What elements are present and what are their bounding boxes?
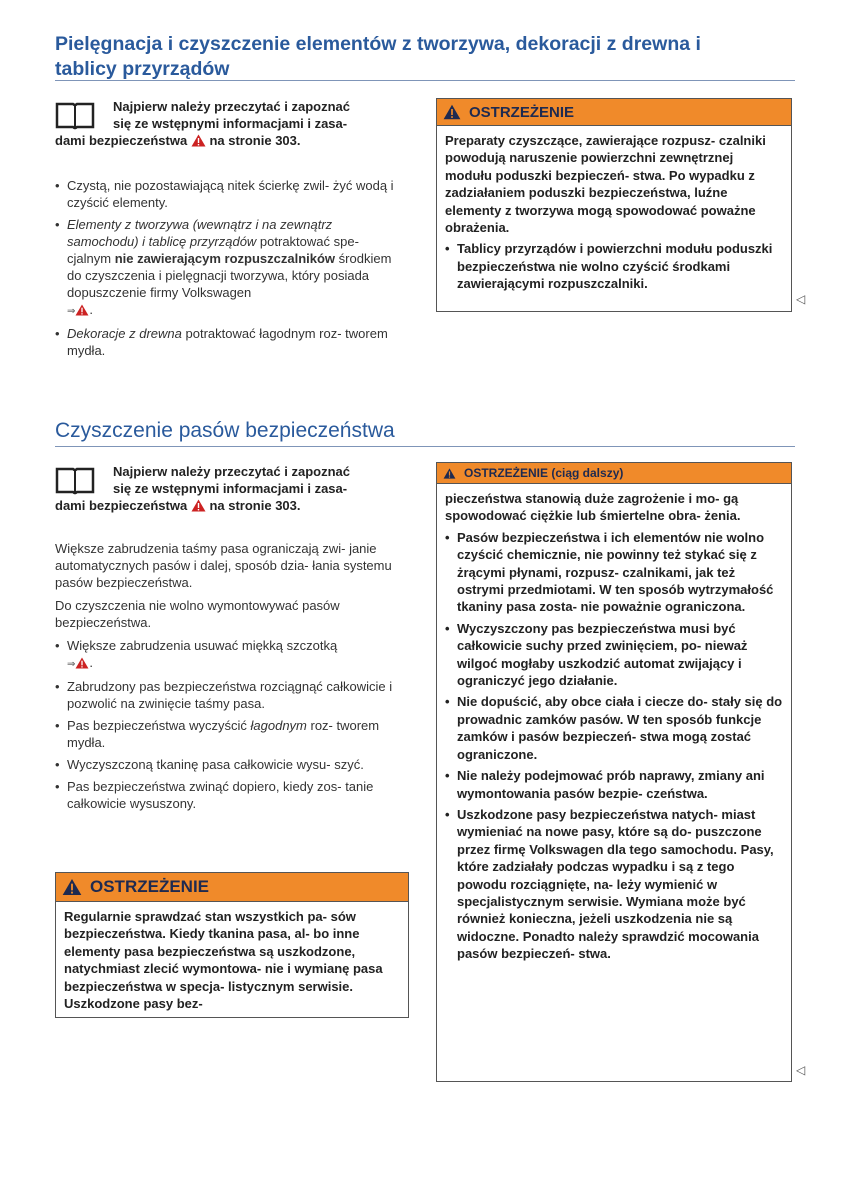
warning-icon xyxy=(62,878,82,896)
section-title: Czyszczenie pasów bezpieczeństwa xyxy=(55,419,395,442)
list-item: • Tablicy przyrządów i powierzchni modułu poduszki bezpieczeństwa nie wolno czyścić środkami zawierającymi rozpuszczalniki. xyxy=(445,240,783,292)
list-item: • Pas bezpieczeństwa wyczyścić łagodnym roz- tworem mydła. xyxy=(55,717,403,751)
warning-box: OSTRZEŻENIE Preparaty czyszczące, zawierające rozpusz- czalniki powodują naruszenie powierzchni zewnętrznej modułu poduszki bezpieczeń- stwa. Po wypadku z zadziałaniem poduszki bezpieczeństwa, luźne elementy z tworzywa mogą spowodować poważne obrażenia. • Tablicy przyrządów i powierzchni modułu poduszki bezpieczeństwa nie wolno czyścić środkami zawierającymi rozpuszczalniki. xyxy=(436,98,792,312)
warning-icon xyxy=(191,134,206,147)
read-first-note: Najpierw należy przeczytać i zapoznać się ze wstępnymi informacjami i zasa- dami bezpieczeństwa na stronie 303. xyxy=(55,99,350,148)
section-title: Pielęgnacja i czyszczenie elementów z tworzywa, dekoracji z drewna i tablicy przyrządów xyxy=(55,33,701,80)
list-item: • Nie należy podejmować prób naprawy, zmiany ani wymontowania pasów bezpie- czeństwa. xyxy=(445,767,783,802)
list-item: • Elementy z tworzywa (wewnątrz i na zewnątrz samochodu) i tablicę przyrządów potraktować spe- cjalnym nie zawierającym rozpuszczalników środkiem do czyszczenia i pielęgnacji tworzywa, który posiada dopuszczenie firmy Volkswagen ⇒ . xyxy=(55,216,403,320)
warning-icon xyxy=(75,657,89,669)
section-end-mark: ◁ xyxy=(796,292,806,306)
warning-header: OSTRZEŻENIE xyxy=(56,873,408,902)
section-end-mark: ◁ xyxy=(796,1063,806,1077)
warning-icon xyxy=(443,104,461,120)
list-item: • Czystą, nie pozostawiającą nitek ścierkę zwil- żyć wodą i czyścić elementy. xyxy=(55,177,403,211)
list-item: • Pasów bezpieczeństwa i ich elementów nie wolno czyścić chemicznie, nie powinny też stykać się z żrącymi płynami, rozpusz- czalnikami, jak też ostrymi przedmiotami. W ten sposób wytrzymałość tkaniny pasa zosta- nie poważnie ograniczona. xyxy=(445,529,783,616)
reference-arrow: ⇒ xyxy=(67,306,76,317)
list-item: • Wyczyszczoną tkaninę pasa całkowicie wysu- szyć. xyxy=(55,756,403,773)
list-item: • Uszkodzone pasy bezpieczeństwa natych- miast wymieniać na nowe pasy, które są do- puszczone przez firmę Volkswagen dla tego samochodu. Pasy, które zadziałały podczas wypadku i są z tego powodu rozciągnięte, na- leży wymienić w specjalistycznym serwisie. Wymiana może być również konieczna, jeżeli uszkodzenia nie są widoczne. Ponadto należy sprawdzić mocowania pasów bezpieczeń- stwa. xyxy=(445,806,783,963)
list-item: • Pas bezpieczeństwa zwinąć dopiero, kiedy zos- tanie całkowicie wysuszony. xyxy=(55,778,403,812)
warning-header: OSTRZEŻENIE (ciąg dalszy) xyxy=(437,463,791,484)
read-first-note: Najpierw należy przeczytać i zapoznać się ze wstępnymi informacjami i zasa- dami bezpieczeństwa na stronie 303. xyxy=(55,464,350,513)
title-underline xyxy=(55,80,795,81)
warning-box-continued: OSTRZEŻENIE (ciąg dalszy) pieczeństwa stanowią duże zagrożenie i mo- gą spowodować ciężkie lub śmiertelne obra- żenia. • Pasów bezpieczeństwa i ich elementów nie wolno czyścić chemicznie, nie powinny też stykać się z żrącymi płynami, rozpusz- czalnikami, jak też ostrymi przedmiotami. W ten sposób wytrzymałość tkaniny pasa zosta- nie poważnie ograniczona. • Wyczyszczony pas bezpieczeństwa musi być całkowicie suchy przed zwinięciem, po- nieważ wilgoć mogłaby uszkodzić automat zwijający i ograniczyć jego działanie. • Nie dopuścić, aby obce ciała i ciecze do- stały się do prowadnic zamków pasów. W ten sposób funkcje zamków i pasów bezpieczeń- stwa mogą zostać ograniczone. • Nie należy podejmować prób naprawy, zmiany ani wymontowania pasów bezpie- czeństwa. • Uszkodzone pasy bezpieczeństwa natych- miast wymieniać na nowe pasy, które są do- puszczone przez firmę Volkswagen dla tego samochodu. Pasy, które zadziałały podczas wypadku i są z tego powodu rozciągnięte, na- leży wymienić w specjalistycznym serwisie. Wymiana może być również konieczna, jeżeli uszkodzenia nie są widoczne. Ponadto należy sprawdzić mocowania pasów bezpieczeń- stwa. xyxy=(436,462,792,1082)
warning-icon xyxy=(191,499,206,512)
section1-body xyxy=(55,177,403,364)
section2-body: Większe zabrudzenia taśmy pasa ograniczają zwi- janie automatycznych pasów i dalej, sposób dzia- łania systemu pasów bezpieczeństwa. Do czyszczenia nie wolno wymontowywać pasów bezpieczeństwa. • Większe zabrudzenia usuwać miękką szczotką ⇒ . • Zabrudzony pas bezpieczeństwa rozciągnąć całkowicie i pozwolić na zwinięcie taśmy pasa. • Pas bezpieczeństwa wyczyścić łagodnym roz- tworem mydła. • Wyczyszczoną tkaninę pasa całkowicie wysu- szyć. • Pas bezpieczeństwa zwinąć dopiero, kiedy zos- tanie całkowicie wysuszony. xyxy=(55,540,403,817)
warning-header: OSTRZEŻENIE xyxy=(437,99,791,126)
list-item: • Wyczyszczony pas bezpieczeństwa musi być całkowicie suchy przed zwinięciem, po- nieważ wilgoć mogłaby uszkodzić automat zwijający i ograniczyć jego działanie. xyxy=(445,620,783,690)
list-item: • Zabrudzony pas bezpieczeństwa rozciągnąć całkowicie i pozwolić na zwinięcie taśmy pasa. xyxy=(55,678,403,712)
book-icon xyxy=(55,465,95,495)
list-item: • Nie dopuścić, aby obce ciała i ciecze do- stały się do prowadnic zamków pasów. W ten sposób funkcje zamków i pasów bezpieczeń- stwa mogą zostać ograniczone. xyxy=(445,693,783,763)
title-underline xyxy=(55,446,795,447)
warning-icon xyxy=(443,468,456,479)
reference-arrow: ⇒ xyxy=(67,659,76,670)
book-icon xyxy=(55,100,95,130)
warning-box: OSTRZEŻENIE Regularnie sprawdzać stan wszystkich pa- sów bezpieczeństwa. Kiedy tkanina pasa, al- bo inne elementy pasa bezpieczeństwa są uszkodzone, natychmiast zlecić wymontowa- nie i wymianę pasa bezpieczeństwa w specja- listycznym serwisie. Uszkodzone pasy bez- xyxy=(55,872,409,1018)
list-item: • Większe zabrudzenia usuwać miękką szczotką ⇒ . xyxy=(55,637,403,673)
list-item: • Dekoracje z drewna potraktować łagodnym roz- tworem mydła. xyxy=(55,325,403,359)
warning-icon xyxy=(75,304,89,316)
